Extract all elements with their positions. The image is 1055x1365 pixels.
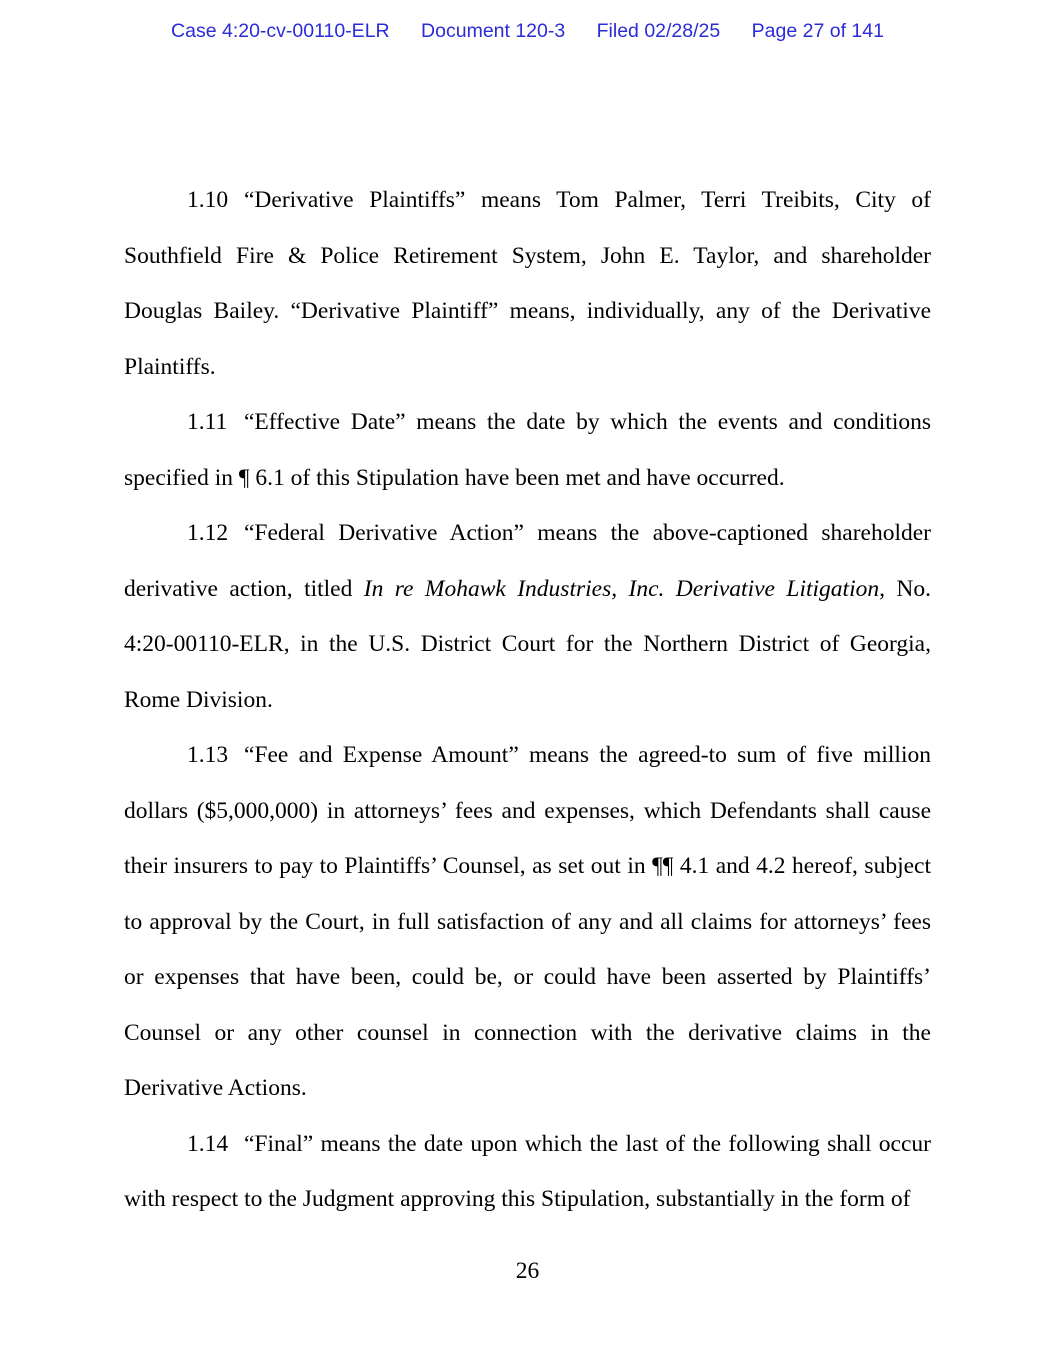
- case-number: Case 4:20-cv-00110-ELR: [171, 20, 390, 42]
- paragraph-number: 1.12: [187, 520, 229, 546]
- paragraph-1-10: [124, 173, 931, 395]
- paragraph-number: 1.14: [187, 1130, 229, 1157]
- paragraph-1-14: [124, 1117, 931, 1228]
- case-title: In re Mohawk Industries, Inc. Derivative Litigation,: [363, 575, 885, 602]
- paragraph-1-13: [124, 728, 931, 1117]
- filed-date: Filed 02/28/25: [596, 20, 721, 42]
- paragraph-text: “Derivative Plaintiffs” means Tom Palmer, Terri Treibits, City of Southfield Fire & Police Retirement System, John E. Taylor, and shareholder Douglas Bailey. “Derivative Plaintiff” means, individually, any of the Derivative Plaintiffs.: [124, 187, 931, 380]
- paragraph-text: “Effective Date” means the date by which the events and conditions specified in ¶ 6.1 of this Stipulation have been met and have occurred.: [124, 409, 931, 491]
- paragraph-number: 1.11: [187, 409, 228, 435]
- paragraph-number: 1.10: [187, 187, 229, 213]
- paragraph-text: “Federal Derivative Action” means the above-captioned shareholder derivative action, titled: [124, 520, 931, 602]
- paragraph-text: “Final” means the date upon which the last of the following shall occur with respect to the Judgment approving this Stipulation, substantially in the form of: [124, 1130, 931, 1212]
- page-number: 26: [515, 1258, 540, 1284]
- document-body: [124, 173, 931, 1228]
- paragraph-1-12: [124, 506, 931, 728]
- paragraph-text: “Fee and Expense Amount” means the agreed-to sum of five million dollars ($5,000,000) in attorneys’ fees and expenses, which Defendants shall cause their insurers to pay to Plaintiffs’ Counsel, as set out in ¶¶ 4.1 and 4.2 hereof, subject to approval by the Court, in full satisfaction of any and all claims for attorneys’ fees or expenses that have been, could be, or could have been asserted by Plaintiffs’ Counsel or any other counsel in connection with the derivative claims in the Derivative Actions.: [124, 742, 931, 1101]
- page-of-total: Page 27 of 141: [751, 20, 884, 42]
- filing-header: [0, 20, 1055, 43]
- paragraph-number: 1.13: [187, 742, 229, 768]
- paragraph-1-11: [124, 395, 931, 506]
- document-number: Document 120-3: [421, 20, 566, 42]
- paragraph-text-continued: No. 4:20-00110-ELR, in the U.S. District Court for the Northern District of Georgia, Rome Division.: [124, 575, 931, 713]
